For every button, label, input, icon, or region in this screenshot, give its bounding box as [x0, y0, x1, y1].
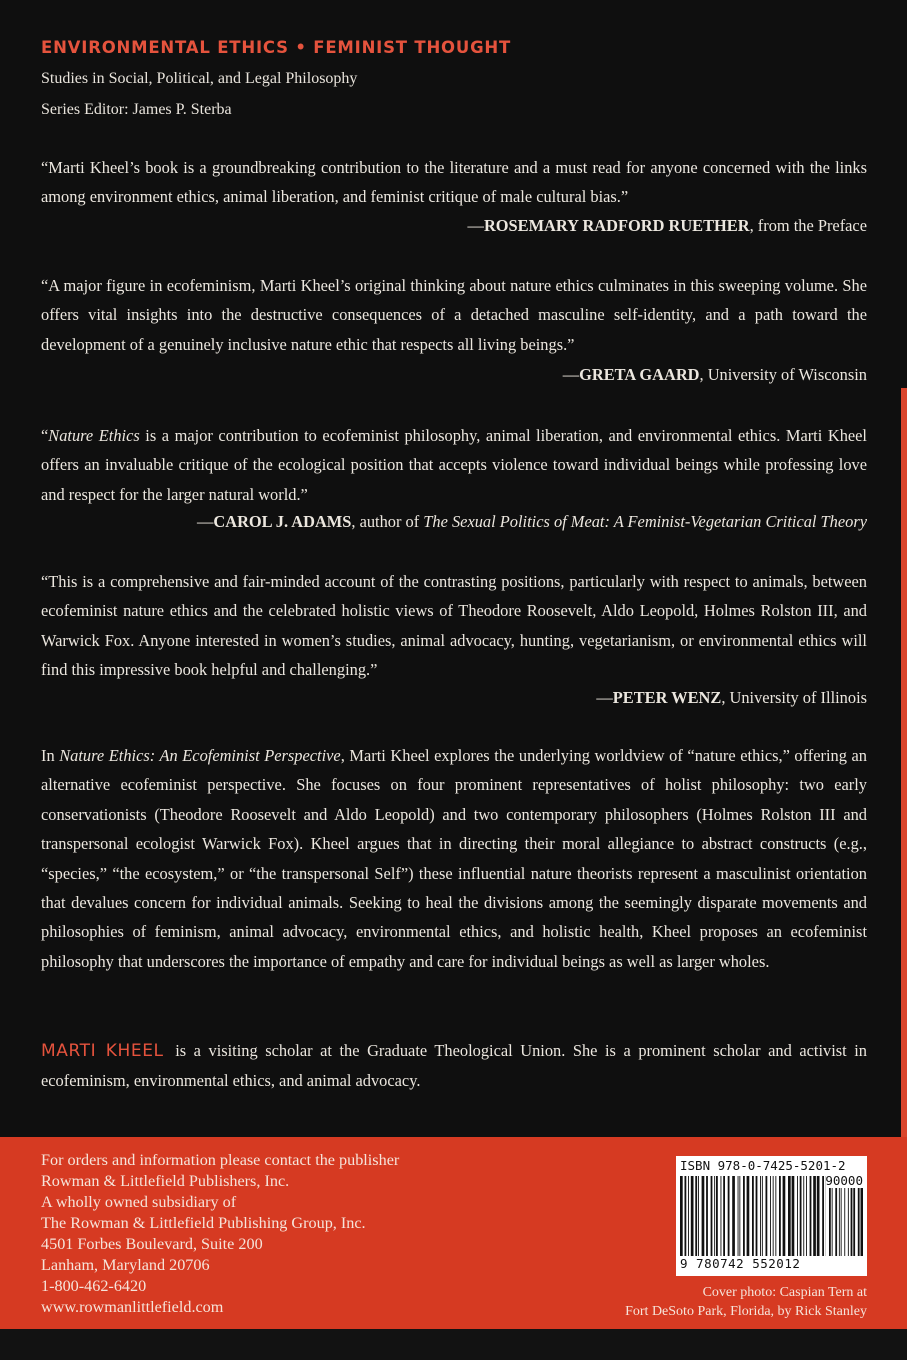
barcode-bar [738, 1176, 739, 1256]
barcode-bar [747, 1176, 750, 1256]
publisher-info [41, 1150, 399, 1318]
barcode-bar [832, 1188, 833, 1256]
barcode-bar [797, 1176, 798, 1256]
barcode-bar [695, 1176, 697, 1256]
barcode-bar [775, 1176, 776, 1256]
author-bio: MARTI KHEEL is a visiting scholar at the Graduate Theological Union. She is a prominent scholar and activist in ecofeminism, environmental ethics, and animal advocacy. [41, 1041, 867, 1091]
book-description: In Nature Ethics: An Ecofeminist Perspective, Marti Kheel explores the underlying worldview of “nature ethics,” offering an alternative ecofeminist perspective. She focuses on four prominent representatives of holist philosophy: two early conservationists (Theodore Roosevelt and Aldo Leopold) and two contemporary philosophers (Holmes Rolston III and transpersonal ecologist Warwick Fox). Kheel argues that in directing their moral allegiance to abstract constructs (e.g., “species,” “the ecosystem,” or “the transpersonal Self”) these influential nature theorists represent a masculinist orientation that devalues concern for individual animals. Seeking to heal the divisions among the seemingly disparate movements and philosophies of feminism, animal advocacy, environmental ethics, and holistic health, Kheel proposes an ecofeminist philosophy that underscores the importance of empathy and care for individual beings as well as larger wholes. [41, 746, 867, 971]
barcode-bar [783, 1176, 786, 1256]
blurb-wenz-attribution: —PETER WENZ, University of Illinois [596, 688, 867, 707]
barcode-bars-main [680, 1176, 826, 1256]
barcode-bar [773, 1176, 774, 1256]
barcode-bar [803, 1176, 804, 1256]
blurb-adams-name: CAROL J. ADAMS [213, 512, 352, 531]
barcode-bar [810, 1176, 812, 1256]
isbn-label: ISBN 978-0-7425-5201-2 [680, 1158, 846, 1173]
category-environmental-ethics: ENVIRONMENTAL ETHICS [41, 38, 289, 57]
barcode-bar [739, 1176, 740, 1256]
barcode-bar [711, 1176, 713, 1256]
blurb-adams-attribution: —CAROL J. ADAMS, author of The Sexual Politics of Meat: A Feminist-Vegetarian Critical Theory [197, 512, 867, 531]
barcode-addon-number: 90000 [825, 1173, 863, 1188]
barcode-bar [853, 1188, 855, 1256]
blurb-ruether-text: “Marti Kheel’s book is a groundbreaking contribution to the literature and a must read for anyone concerned with the links among environment ethics, animal liberation, and feminist critique of male cultural bias.” [41, 158, 867, 207]
cover-photo-credit: Cover photo: Caspian Tern at Fort DeSoto Park, Florida, by Rick Stanley [625, 1285, 867, 1319]
barcode-bar [698, 1176, 699, 1256]
barcode-bar [728, 1176, 730, 1256]
barcode-bar [839, 1188, 840, 1256]
blurb-wenz-name: PETER WENZ [612, 688, 722, 707]
barcode-bar [841, 1188, 842, 1256]
blurb-ruether-attribution: —ROSEMARY RADFORD RUETHER, from the Preface [467, 216, 867, 235]
barcode-bar [800, 1176, 802, 1256]
blurb-ruether-name: ROSEMARY RADFORD RUETHER [483, 216, 750, 235]
barcode-bar [702, 1176, 705, 1256]
barcode-bar [851, 1188, 853, 1256]
barcode-bar [756, 1176, 758, 1256]
barcode-bar [752, 1176, 754, 1256]
barcode [676, 1156, 867, 1276]
bottom-strip [0, 1329, 907, 1360]
barcode-bar [762, 1176, 763, 1256]
barcode-bar [835, 1188, 837, 1256]
category-heading [41, 38, 511, 57]
barcode-bar [770, 1176, 771, 1256]
ean-digits: 9 780742 552012 [680, 1256, 801, 1271]
publisher-line-subsidiary: A wholly owned subsidiary of [41, 1193, 237, 1211]
barcode-bar [732, 1176, 735, 1256]
blurb-adams-text: “Nature Ethics is a major contribution to ecofeminist philosophy, animal liberation, and environmental ethics. Marti Kheel offers an invaluable critique of the ecological position that accepts violence toward individual beings while professing love and respect for the larger natural world.” [41, 426, 867, 504]
cover-edge-stripe [901, 388, 907, 1148]
barcode-bar [829, 1188, 831, 1256]
barcode-bar [848, 1188, 849, 1256]
barcode-bar [766, 1176, 768, 1256]
book-title-nature-ethics: Nature Ethics [48, 426, 140, 445]
barcode-bars-addon [829, 1188, 863, 1256]
publisher-line-orders: For orders and information please contact the publisher [41, 1151, 400, 1169]
publisher-line-name: Rowman & Littlefield Publishers, Inc. [41, 1172, 290, 1190]
barcode-bar [685, 1176, 687, 1256]
barcode-bar [844, 1188, 845, 1256]
barcode-bar [861, 1188, 864, 1256]
barcode-bar [788, 1176, 791, 1256]
category-separator: • [295, 38, 307, 57]
series-editor: Series Editor: James P. Sterba [41, 101, 232, 118]
author-name: MARTI KHEEL [41, 1041, 164, 1061]
blurb-gaard-text: “A major figure in ecofeminism, Marti Kheel’s original thinking about nature ethics culminates in this sweeping volume. She offers vital insights into the destructive consequences of a detached masculine self-identity, and a path toward the development of a genuinely inclusive nature ethic that respects all living beings.” [41, 276, 867, 354]
blurb-gaard-name: GRETA GAARD [579, 365, 700, 384]
blurb-gaard-attribution: —GRETA GAARD, University of Wisconsin [562, 365, 867, 384]
barcode-bar [817, 1176, 820, 1256]
barcode-bar [680, 1176, 683, 1256]
book-title-full: Nature Ethics: An Ecofeminist Perspective [59, 746, 341, 765]
barcode-bar [813, 1176, 816, 1256]
series-title: Studies in Social, Political, and Legal Philosophy [41, 70, 358, 87]
book-title-sexual-politics: The Sexual Politics of Meat: A Feminist-Vegetarian Critical Theory [423, 512, 867, 531]
category-feminist-thought: FEMINIST THOUGHT [313, 38, 512, 57]
barcode-bar [691, 1176, 694, 1256]
publisher-line-city: Lanham, Maryland 20706 [41, 1256, 210, 1274]
barcode-bar [706, 1176, 708, 1256]
barcode-bar [858, 1188, 860, 1256]
barcode-bar [760, 1176, 761, 1256]
barcode-bar [688, 1176, 689, 1256]
barcode-bar [714, 1176, 715, 1256]
barcode-bar [721, 1176, 722, 1256]
publisher-line-street: 4501 Forbes Boulevard, Suite 200 [41, 1235, 263, 1253]
barcode-bar [723, 1176, 725, 1256]
publisher-line-website[interactable]: www.rowmanlittlefield.com [41, 1298, 224, 1316]
barcode-bar [716, 1176, 718, 1256]
barcode-bar [822, 1176, 824, 1256]
barcode-bar [806, 1176, 807, 1256]
publisher-line-group: The Rowman & Littlefield Publishing Group, Inc. [41, 1214, 366, 1232]
barcode-bar [779, 1176, 781, 1256]
blurb-wenz-text: “This is a comprehensive and fair-minded account of the contrasting positions, particularly with respect to animals, between ecofeminist nature ethics and the celebrated holistic views of Theodore Roosevelt, Aldo Leopold, Holmes Rolston III, and Warwick Fox. Anyone interested in women’s studies, animal advocacy, hunting, vegetarianism, or environmental ethics will find this impressive book helpful and challenging.” [41, 572, 867, 679]
barcode-bar [792, 1176, 795, 1256]
publisher-line-phone: 1-800-462-6420 [41, 1277, 147, 1295]
barcode-bar [743, 1176, 745, 1256]
